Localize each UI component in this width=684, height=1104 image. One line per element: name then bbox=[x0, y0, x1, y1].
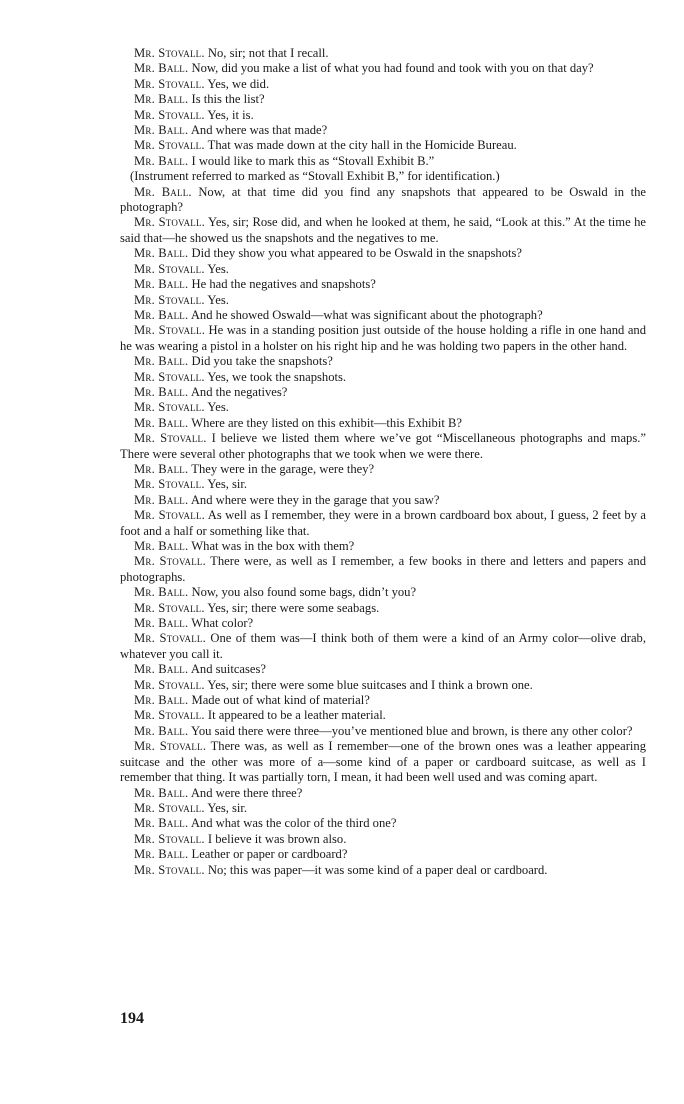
transcript-paragraph bbox=[120, 462, 646, 477]
transcript-paragraph bbox=[120, 293, 646, 308]
paragraph-text: Did you take the snapshots? bbox=[191, 354, 333, 369]
paragraph-text: No, sir; not that I recall. bbox=[207, 46, 329, 60]
paragraph-text: It appeared to be a leather material. bbox=[207, 708, 386, 723]
paragraph-text: Yes. bbox=[207, 292, 229, 307]
transcript-paragraph bbox=[120, 708, 646, 723]
transcript-paragraph bbox=[120, 477, 646, 492]
transcript-paragraph bbox=[120, 431, 646, 462]
speaker-name: Mr. Stovall. bbox=[134, 631, 206, 646]
speaker-name: Mr. Stovall. bbox=[134, 261, 205, 276]
transcript-paragraph bbox=[120, 724, 646, 739]
transcript-paragraph bbox=[120, 323, 646, 354]
speaker-name: Mr. Stovall. bbox=[134, 708, 205, 723]
paragraph-text: One of them was—I think both of them were a kind of an Army color—olive drab, whatever you call it. bbox=[120, 631, 646, 661]
page-number: 194 bbox=[120, 1010, 144, 1027]
transcript-paragraph bbox=[120, 539, 646, 554]
paragraph-text: (Instrument referred to marked as “Stovall Exhibit B,” for identification.) bbox=[130, 169, 500, 184]
paragraph-text: Now, you also found some bags, didn’t you? bbox=[191, 585, 417, 600]
paragraph-text: And suitcases? bbox=[190, 662, 267, 677]
paragraph-text: Is this the list? bbox=[191, 92, 265, 107]
exhibit-note bbox=[120, 169, 646, 184]
transcript-paragraph bbox=[120, 308, 646, 323]
paragraph-text: What color? bbox=[191, 616, 254, 631]
speaker-name: Mr. Stovall. bbox=[134, 862, 205, 877]
transcript-paragraph bbox=[120, 631, 646, 662]
speaker-name: Mr. Stovall. bbox=[134, 138, 205, 153]
speaker-name: Mr. Ball. bbox=[134, 785, 189, 800]
transcript-paragraph bbox=[120, 678, 646, 693]
paragraph-text: I believe it was brown also. bbox=[207, 831, 347, 846]
transcript-paragraph bbox=[120, 832, 646, 847]
speaker-name: Mr. Stovall. bbox=[134, 739, 207, 754]
speaker-name: Mr. Stovall. bbox=[134, 431, 207, 446]
transcript-paragraph bbox=[120, 370, 646, 385]
paragraph-text: Yes, sir; there were some seabags. bbox=[207, 600, 380, 615]
paragraph-text: Yes. bbox=[207, 400, 229, 415]
paragraph-text: There were, as well as I remember, a few books in there and letters and papers and photographs. bbox=[120, 554, 646, 584]
transcript-paragraph bbox=[120, 662, 646, 677]
speaker-name: Mr. Ball. bbox=[134, 92, 189, 107]
speaker-name: Mr. Ball. bbox=[134, 184, 192, 199]
transcript-paragraph bbox=[120, 416, 646, 431]
transcript-paragraph bbox=[120, 262, 646, 277]
transcript-paragraph bbox=[120, 400, 646, 415]
transcript-paragraph bbox=[120, 816, 646, 831]
paragraph-text: You said there were three—you’ve mentioned blue and brown, is there any other color? bbox=[191, 723, 633, 738]
speaker-name: Mr. Stovall. bbox=[134, 76, 205, 91]
paragraph-text: Now, at that time did you find any snapshots that appeared to be Oswald in the photograph? bbox=[120, 184, 647, 215]
paragraph-text: And were there three? bbox=[190, 785, 303, 800]
transcript-paragraph bbox=[120, 786, 646, 801]
speaker-name: Mr. Ball. bbox=[134, 277, 189, 292]
transcript-paragraph bbox=[120, 847, 646, 862]
speaker-name: Mr. Stovall. bbox=[134, 215, 206, 230]
paragraph-text: That was made down at the city hall in the Homicide Bureau. bbox=[207, 138, 517, 153]
paragraph-text: And what was the color of the third one? bbox=[190, 816, 397, 831]
transcript-paragraph bbox=[120, 215, 646, 246]
speaker-name: Mr. Ball. bbox=[134, 693, 189, 708]
transcript-paragraph bbox=[120, 508, 646, 539]
speaker-name: Mr. Stovall. bbox=[134, 400, 205, 415]
speaker-name: Mr. Ball. bbox=[134, 539, 189, 553]
speaker-name: Mr. Stovall. bbox=[134, 600, 205, 615]
paragraph-text: Yes, it is. bbox=[207, 107, 254, 122]
transcript-paragraph bbox=[120, 585, 646, 600]
transcript-paragraph bbox=[120, 554, 646, 585]
paragraph-text: Leather or paper or cardboard? bbox=[191, 847, 348, 862]
speaker-name: Mr. Stovall. bbox=[134, 323, 206, 338]
transcript-paragraph bbox=[120, 154, 646, 169]
paragraph-text: I believe we listed them where we’ve got “Miscellaneous photographs and maps.” There were several other photographs that we took when we were there. bbox=[120, 431, 646, 461]
paragraph-text: There was, as well as I remember—one of the brown ones was a leather appearing suitcase and the other was more of a—some kind of a paper or cardboard suitcase, as well as I remember that thing. It was partially torn, I mean, it had been well used and was coming apart. bbox=[120, 739, 647, 785]
speaker-name: Mr. Ball. bbox=[134, 816, 189, 831]
transcript-paragraph bbox=[120, 693, 646, 708]
paragraph-text: No; this was paper—it was some kind of a paper deal or cardboard. bbox=[207, 862, 548, 877]
speaker-name: Mr. Stovall. bbox=[134, 554, 206, 569]
paragraph-text: Yes, we did. bbox=[207, 76, 270, 91]
speaker-name: Mr. Ball. bbox=[134, 354, 189, 369]
transcript-paragraph bbox=[120, 277, 646, 292]
paragraph-text: And the negatives? bbox=[190, 384, 288, 399]
speaker-name: Mr. Ball. bbox=[134, 384, 189, 399]
transcript-page bbox=[120, 46, 646, 878]
speaker-name: Mr. Ball. bbox=[134, 123, 189, 138]
paragraph-text: Yes, sir. bbox=[207, 800, 248, 815]
speaker-name: Mr. Ball. bbox=[134, 492, 189, 507]
paragraph-text: Made out of what kind of material? bbox=[191, 693, 370, 708]
paragraph-text: He had the negatives and snapshots? bbox=[191, 277, 376, 292]
speaker-name: Mr. Ball. bbox=[134, 847, 189, 862]
paragraph-text: Did they show you what appeared to be Oswald in the snapshots? bbox=[191, 246, 523, 261]
speaker-name: Mr. Stovall. bbox=[134, 369, 205, 384]
speaker-name: Mr. Stovall. bbox=[134, 677, 205, 692]
transcript-paragraph bbox=[120, 616, 646, 631]
paragraph-text: Yes. bbox=[207, 261, 229, 276]
paragraph-text: And where were they in the garage that you saw? bbox=[190, 492, 440, 507]
transcript-paragraph bbox=[120, 863, 646, 878]
speaker-name: Mr. Ball. bbox=[134, 585, 189, 600]
transcript-paragraph bbox=[120, 46, 646, 61]
transcript-paragraph bbox=[120, 493, 646, 508]
paragraph-text: Yes, sir; there were some blue suitcases and I think a brown one. bbox=[207, 677, 533, 692]
speaker-name: Mr. Ball. bbox=[134, 662, 189, 677]
speaker-name: Mr. Ball. bbox=[134, 461, 189, 476]
transcript-paragraph bbox=[120, 138, 646, 153]
paragraph-text: And he showed Oswald—what was significant about the photograph? bbox=[190, 307, 543, 322]
paragraph-text: What was in the box with them? bbox=[191, 539, 355, 553]
speaker-name: Mr. Ball. bbox=[134, 307, 189, 322]
paragraph-text: Where are they listed on this exhibit—this Exhibit B? bbox=[191, 415, 462, 430]
transcript-paragraph bbox=[120, 92, 646, 107]
speaker-name: Mr. Ball. bbox=[134, 723, 189, 738]
transcript-paragraph bbox=[120, 801, 646, 816]
paragraph-text: Yes, sir. bbox=[207, 477, 248, 492]
transcript-paragraph bbox=[120, 601, 646, 616]
speaker-name: Mr. Stovall. bbox=[134, 46, 205, 60]
paragraph-text: Yes, sir; Rose did, and when he looked at them, he said, “Look at this.” At the time he said that—he showed us the snapshots and the negatives to me. bbox=[120, 215, 647, 245]
speaker-name: Mr. Ball. bbox=[134, 61, 189, 76]
speaker-name: Mr. Ball. bbox=[134, 415, 189, 430]
paragraph-text: As well as I remember, they were in a brown cardboard box about, I guess, 2 feet by a foot and a half or something like that. bbox=[120, 508, 647, 538]
transcript-paragraph bbox=[120, 123, 646, 138]
transcript-paragraph bbox=[120, 246, 646, 261]
speaker-name: Mr. Stovall. bbox=[134, 477, 205, 492]
transcript-paragraph bbox=[120, 108, 646, 123]
paragraph-text: He was in a standing position just outside of the house holding a rifle in one hand and he was wearing a pistol in a holster on his right hip and he was holding two papers in the other hand. bbox=[120, 323, 647, 353]
paragraph-text: And where was that made? bbox=[190, 123, 328, 138]
speaker-name: Mr. Stovall. bbox=[134, 508, 205, 523]
speaker-name: Mr. Stovall. bbox=[134, 107, 205, 122]
transcript-paragraph bbox=[120, 77, 646, 92]
paragraph-text: I would like to mark this as “Stovall Exhibit B.” bbox=[191, 153, 435, 168]
paragraph-text: Yes, we took the snapshots. bbox=[207, 369, 347, 384]
transcript-paragraph bbox=[120, 385, 646, 400]
speaker-name: Mr. Ball. bbox=[134, 246, 189, 261]
transcript-paragraph bbox=[120, 739, 646, 785]
speaker-name: Mr. Ball. bbox=[134, 616, 189, 631]
speaker-name: Mr. Ball. bbox=[134, 153, 189, 168]
transcript-paragraph bbox=[120, 185, 646, 216]
transcript-paragraph bbox=[120, 61, 646, 76]
speaker-name: Mr. Stovall. bbox=[134, 292, 205, 307]
transcript-paragraph bbox=[120, 354, 646, 369]
paragraph-text: Now, did you make a list of what you had found and took with you on that day? bbox=[191, 61, 594, 76]
speaker-name: Mr. Stovall. bbox=[134, 831, 205, 846]
paragraph-text: They were in the garage, were they? bbox=[191, 461, 375, 476]
speaker-name: Mr. Stovall. bbox=[134, 800, 205, 815]
